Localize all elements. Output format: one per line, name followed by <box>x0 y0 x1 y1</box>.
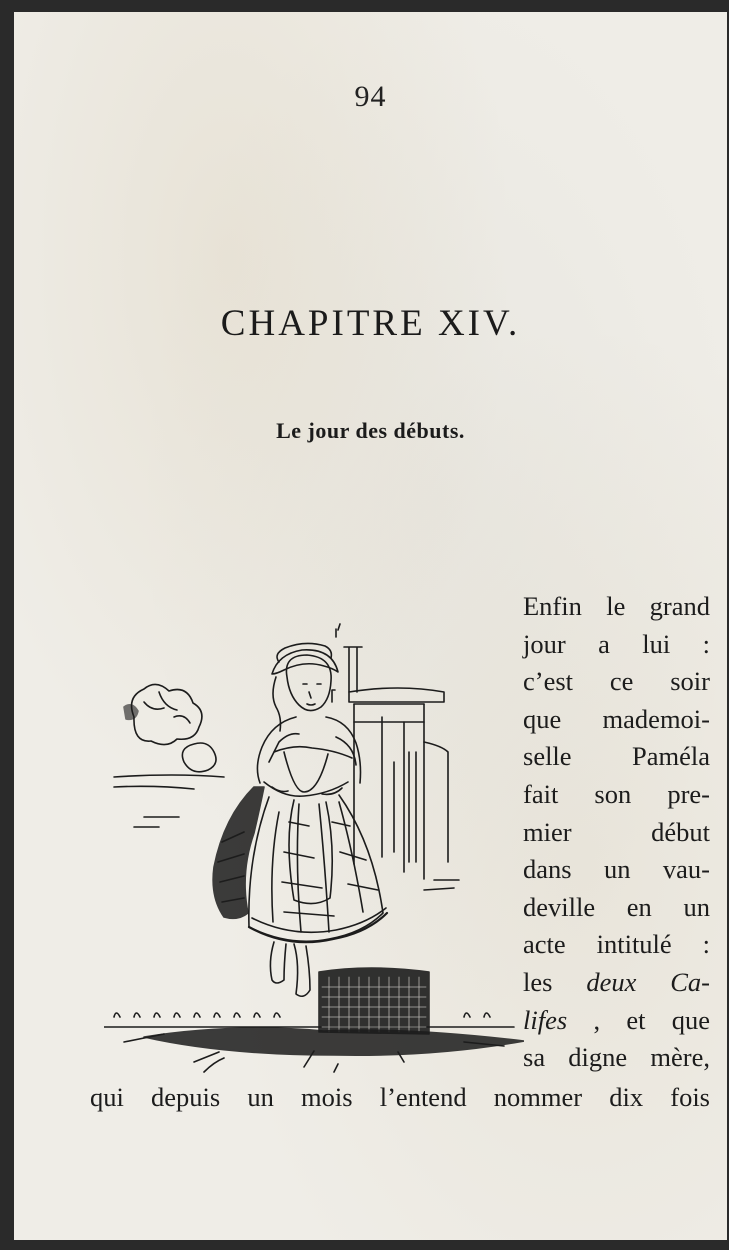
text-line <box>523 1002 710 1040</box>
text-line: mier début <box>523 816 710 847</box>
text-line: fait son pre- <box>523 778 710 809</box>
text-line <box>523 964 710 1002</box>
text-line: c’est ce soir <box>523 666 710 697</box>
text-plain: les <box>523 966 587 997</box>
text-line: selle Paméla <box>523 741 710 772</box>
bottom-text-line: qui depuis un mois l’entend nommer dix fois <box>90 1082 710 1112</box>
woman-dancing-on-stage-icon <box>104 622 524 1082</box>
page-number: 94 <box>354 80 387 113</box>
text-line: Enfin le grand <box>523 591 710 621</box>
italic-title-part: deux Ca- <box>586 966 710 997</box>
text-line: que mademoi- <box>523 703 710 734</box>
text-plain: , et que <box>567 1004 710 1035</box>
text-line: acte intitulé : <box>523 929 710 960</box>
book-page <box>14 12 727 1240</box>
text-line: dans un vau- <box>523 854 710 885</box>
chapter-title: CHAPITRE XIV. <box>220 303 521 344</box>
text-line: sa digne mère, <box>523 1042 710 1073</box>
text-line: jour a lui : <box>523 628 710 659</box>
italic-title-part: lifes <box>523 1004 568 1035</box>
side-text-block <box>523 588 710 1077</box>
chapter-subtitle: Le jour des débuts. <box>276 418 465 443</box>
text-line: deville en un <box>523 891 710 922</box>
